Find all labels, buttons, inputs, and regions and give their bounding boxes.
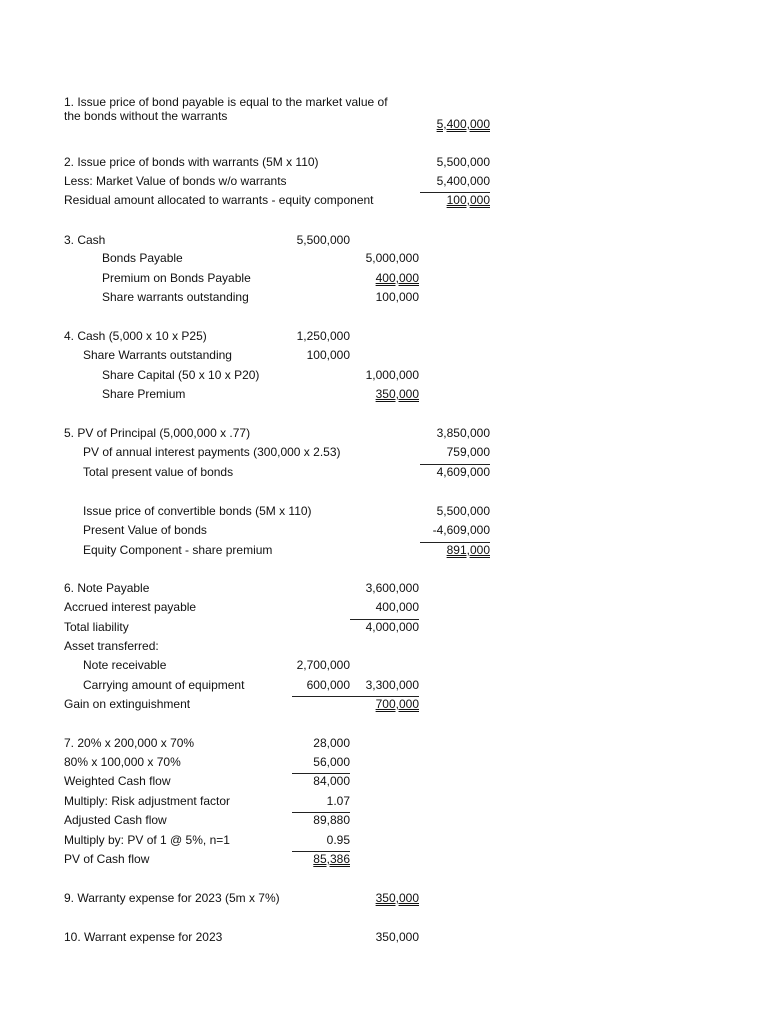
- s5-label-2: PV of annual interest payments (300,000 x 2.53): [83, 445, 341, 459]
- s1-line2: the bonds without the warrants: [64, 109, 228, 123]
- s4-debit-2: 100,000: [306, 348, 350, 362]
- s4-label-3: Share Capital (50 x 10 x P20): [102, 368, 260, 382]
- s7-value-6: 0.95: [326, 833, 350, 847]
- s3-credit-2: 5,000,000: [365, 251, 419, 265]
- s1-line1: 1. Issue price of bond payable is equal to the market value of: [64, 95, 388, 109]
- s6-label-4: Asset transferred:: [64, 639, 159, 653]
- s5-value-3: 4,609,000: [420, 464, 490, 479]
- s2-value-3: 100,000: [420, 192, 490, 207]
- s2-label-3: Residual amount allocated to warrants - equity component: [64, 193, 374, 207]
- s5-value-2: 759,000: [446, 445, 490, 459]
- s6-label-1: 6. Note Payable: [64, 581, 150, 595]
- s6-label-5: Note receivable: [83, 658, 167, 672]
- s3-credit-3: 400,000: [375, 271, 419, 285]
- s6-label-7: Gain on extinguishment: [64, 697, 191, 711]
- s9-value: 350,000: [375, 891, 419, 905]
- s2-value-2: 5,400,000: [436, 174, 490, 188]
- s5-label-1: 5. PV of Principal (5,000,000 x .77): [64, 426, 251, 440]
- s5-label-4: Issue price of convertible bonds (5M x 110): [83, 504, 312, 518]
- s6-label-2: Accrued interest payable: [64, 600, 197, 614]
- s7-label-2: 80% x 100,000 x 70%: [64, 755, 181, 769]
- s6-label-6: Carrying amount of equipment: [83, 678, 245, 692]
- s10-label: 10. Warrant expense for 2023: [64, 930, 223, 944]
- s4-label-2: Share Warrants outstanding: [83, 348, 232, 362]
- s9-label: 9. Warranty expense for 2023 (5m x 7%): [64, 891, 280, 905]
- s7-label-3: Weighted Cash flow: [64, 774, 171, 788]
- s6-value-1: 3,600,000: [365, 581, 419, 595]
- s6-value-6b: 3,300,000: [365, 678, 419, 692]
- s6-value-3: 4,000,000: [350, 619, 419, 634]
- s3-label-4: Share warrants outstanding: [102, 290, 249, 304]
- s5-value-4: 5,500,000: [436, 504, 490, 518]
- s4-debit-1: 1,250,000: [296, 329, 350, 343]
- s7-label-1: 7. 20% x 200,000 x 70%: [64, 736, 195, 750]
- s4-label-1: 4. Cash (5,000 x 10 x P25): [64, 329, 207, 343]
- s3-label-3: Premium on Bonds Payable: [102, 271, 251, 285]
- s6-label-3: Total liability: [64, 620, 129, 634]
- s2-label-2: Less: Market Value of bonds w/o warrants: [64, 174, 287, 188]
- s6-value-6a: 600,000: [306, 678, 350, 692]
- s5-value-6: 891,000: [420, 542, 490, 557]
- s5-label-5: Present Value of bonds: [83, 523, 207, 537]
- s4-label-4: Share Premium: [102, 387, 186, 401]
- s4-credit-3: 1,000,000: [365, 368, 419, 382]
- s1-value: 5,400,000: [436, 117, 490, 131]
- s3-label-2: Bonds Payable: [102, 251, 183, 265]
- s2-value-1: 5,500,000: [436, 155, 490, 169]
- s6-value-2: 400,000: [375, 600, 419, 614]
- s10-value: 350,000: [375, 930, 419, 944]
- s2-label-1: 2. Issue price of bonds with warrants (5M x 110): [64, 155, 319, 169]
- s7-value-3: 84,000: [292, 773, 350, 788]
- s7-label-4: Multiply: Risk adjustment factor: [64, 794, 231, 808]
- s5-value-5: -4,609,000: [432, 523, 490, 537]
- s3-debit-1: 5,500,000: [296, 233, 350, 247]
- s7-label-5: Adjusted Cash flow: [64, 813, 167, 827]
- s7-label-7: PV of Cash flow: [64, 852, 150, 866]
- s7-value-2: 56,000: [313, 755, 350, 769]
- s7-label-6: Multiply by: PV of 1 @ 5%, n=1: [64, 833, 230, 847]
- s6-value-7: 700,000: [292, 696, 419, 711]
- s5-value-1: 3,850,000: [436, 426, 490, 440]
- s4-credit-4: 350,000: [375, 387, 419, 401]
- s3-credit-4: 100,000: [375, 290, 419, 304]
- s7-value-4: 1.07: [326, 794, 350, 808]
- s3-label-1: 3. Cash: [64, 233, 106, 247]
- s5-label-3: Total present value of bonds: [83, 465, 234, 479]
- s7-value-1: 28,000: [313, 736, 350, 750]
- s7-value-5: 89,880: [292, 812, 350, 827]
- s5-label-6: Equity Component - share premium: [83, 543, 273, 557]
- s7-value-7: 85,386: [292, 851, 350, 866]
- s6-value-5: 2,700,000: [296, 658, 350, 672]
